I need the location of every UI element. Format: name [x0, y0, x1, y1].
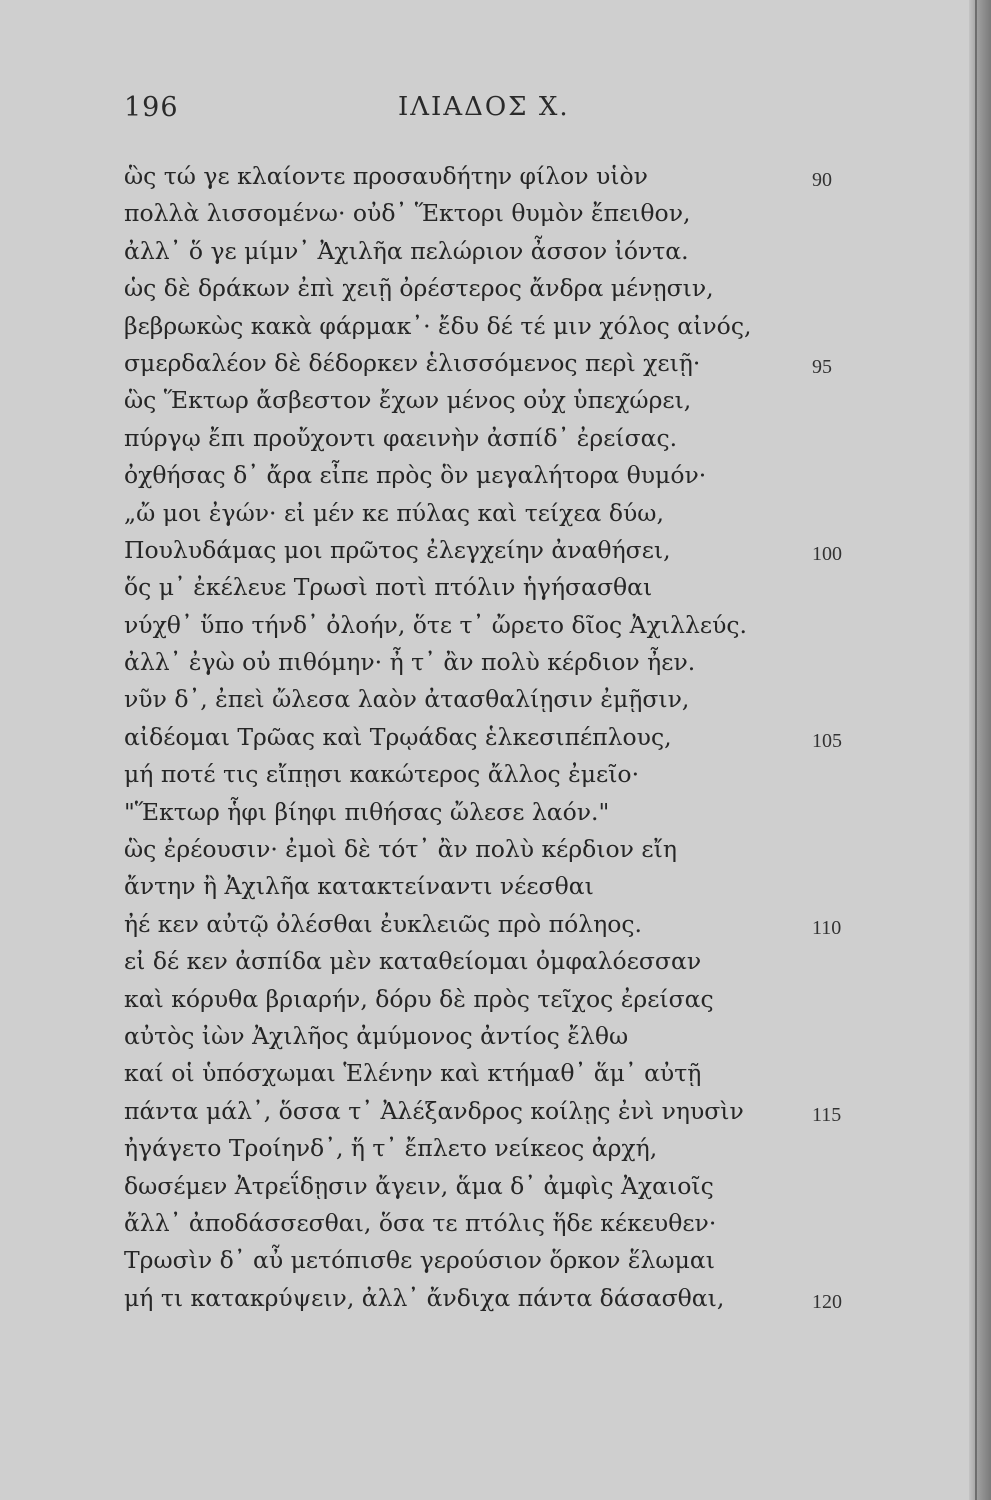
verse-line — [124, 1055, 864, 1092]
verse-line — [124, 495, 864, 532]
verse-text: ἠέ κεν αὐτῷ ὀλέσθαι ἐυκλειῶς πρὸ πόληος. — [124, 909, 642, 938]
verse-line — [124, 794, 864, 831]
verse-text: „ὤ μοι ἐγών· εἰ μέν κε πύλας καὶ τείχεα δύω, — [124, 498, 664, 527]
verse-line — [124, 831, 864, 868]
verse-line — [124, 158, 864, 195]
verse-line — [124, 1242, 864, 1279]
verse-line — [124, 270, 864, 307]
running-title: ΙΛΙΑΔΟΣ Χ. — [398, 92, 570, 122]
verse-line — [124, 420, 864, 457]
verse-text: Τρωσὶν δ᾽ αὖ μετόπισθε γερούσιον ὅρκον ἕλωμαι — [124, 1246, 715, 1275]
verse-line — [124, 868, 864, 905]
verse-text: δωσέμεν Ἀτρεΐδῃσιν ἄγειν, ἅμα δ᾽ ἀμφὶς Ἀχαιοῖς — [124, 1171, 714, 1200]
verse-text: ὣς ἐρέουσιν· ἐμοὶ δὲ τότ᾽ ἂν πολὺ κέρδιον εἴη — [124, 835, 677, 864]
verse-text: μή ποτέ τις εἴπῃσι κακώτερος ἄλλος ἐμεῖο· — [124, 760, 640, 789]
verse-line — [124, 532, 864, 569]
verse-line — [124, 644, 864, 681]
verse-line — [124, 981, 864, 1018]
verse-text: ἀλλ᾽ ἐγὼ οὐ πιθόμην· ἦ τ᾽ ἂν πολὺ κέρδιον ἦεν. — [124, 648, 696, 677]
verse-text: σμερδαλέον δὲ δέδορκεν ἑλισσόμενος περὶ χειῇ· — [124, 348, 701, 377]
verse-line — [124, 1280, 864, 1317]
verse-line — [124, 195, 864, 232]
verse-text: αἰδέομαι Τρῶας καὶ Τρῳάδας ἑλκεσιπέπλους, — [124, 722, 672, 751]
verse-line — [124, 756, 864, 793]
verse-block — [124, 158, 864, 1317]
verse-line — [124, 1018, 864, 1055]
verse-line — [124, 943, 864, 980]
verse-line — [124, 607, 864, 644]
verse-line — [124, 719, 864, 756]
verse-line — [124, 457, 864, 494]
verse-line — [124, 1205, 864, 1242]
verse-line — [124, 1130, 864, 1167]
verse-line — [124, 1168, 864, 1205]
verse-text: ἄντην ἢ Ἀχιλῆα κατακτείναντι νέεσθαι — [124, 872, 594, 901]
line-number: 90 — [812, 169, 832, 191]
verse-text: ἠγάγετο Τροίηνδ᾽, ἥ τ᾽ ἔπλετο νείκεος ἀρχή, — [124, 1134, 658, 1163]
verse-text: νῦν δ᾽, ἐπεὶ ὤλεσα λαὸν ἀτασθαλίῃσιν ἐμῇσιν, — [124, 685, 690, 714]
verse-text: ἄλλ᾽ ἀποδάσσεσθαι, ὅσα τε πτόλις ἥδε κέκευθεν· — [124, 1208, 717, 1237]
line-number: 120 — [812, 1290, 842, 1313]
line-number: 110 — [812, 916, 842, 939]
verse-text: ὣς τώ γε κλαίοντε προσαυδήτην φίλον υἱὸν — [124, 162, 648, 190]
verse-text: "Ἕκτωρ ἧφι βίηφι πιθήσας ὤλεσε λαόν." — [124, 797, 610, 826]
line-number: 100 — [812, 542, 842, 565]
verse-line — [124, 569, 864, 606]
verse-text: Πουλυδάμας μοι πρῶτος ἐλεγχείην ἀναθήσει, — [124, 535, 671, 564]
verse-text: εἰ δέ κεν ἀσπίδα μὲν καταθείομαι ὀμφαλόεσσαν — [124, 947, 702, 976]
verse-text: ὡς δὲ δράκων ἐπὶ χειῇ ὀρέστερος ἄνδρα μένῃσιν, — [124, 274, 714, 303]
verse-text: αὐτὸς ἰὼν Ἀχιλῆος ἀμύμονος ἀντίος ἔλθω — [124, 1021, 629, 1050]
verse-line — [124, 382, 864, 419]
verse-line — [124, 681, 864, 718]
line-number: 95 — [812, 355, 832, 378]
verse-line — [124, 345, 864, 382]
verse-line — [124, 1093, 864, 1130]
page-gutter-edge — [969, 0, 991, 1500]
verse-text: ἀλλ᾽ ὅ γε μίμν᾽ Ἀχιλῆα πελώριον ἆσσον ἰόντα. — [124, 236, 689, 265]
verse-text: μή τι κατακρύψειν, ἀλλ᾽ ἄνδιχα πάντα δάσασθαι, — [124, 1283, 725, 1312]
verse-line — [124, 233, 864, 270]
verse-text: ὀχθήσας δ᾽ ἄρα εἶπε πρὸς ὃν μεγαλήτορα θυμόν· — [124, 461, 707, 490]
verse-line — [124, 906, 864, 943]
verse-text: ὣς Ἕκτωρ ἄσβεστον ἔχων μένος οὐχ ὑπεχώρει, — [124, 386, 692, 415]
verse-text: καί οἱ ὑπόσχωμαι Ἑλένην καὶ κτήμαθ᾽ ἅμ᾽ αὐτῇ — [124, 1059, 702, 1088]
page-number: 196 — [124, 92, 179, 123]
verse-text: πάντα μάλ᾽, ὅσσα τ᾽ Ἀλέξανδρος κοίλῃς ἐνὶ νηυσὶν — [124, 1096, 744, 1125]
verse-line — [124, 308, 864, 345]
line-number: 105 — [812, 729, 842, 752]
page-fold-line — [975, 0, 977, 1500]
verse-text: νύχθ᾽ ὕπο τήνδ᾽ ὀλοήν, ὅτε τ᾽ ὤρετο δῖος Ἀχιλλεύς. — [124, 610, 747, 639]
verse-text: πύργῳ ἔπι προὔχοντι φαεινὴν ἀσπίδ᾽ ἐρείσας. — [124, 423, 678, 452]
verse-text: καὶ κόρυθα βριαρήν, δόρυ δὲ πρὸς τεῖχος ἐρείσας — [124, 984, 714, 1013]
verse-text: βεβρωκὼς κακὰ φάρμακ᾽· ἔδυ δέ τέ μιν χόλος αἰνός, — [124, 311, 752, 340]
line-number: 115 — [812, 1103, 842, 1126]
verse-text: ὅς μ᾽ ἐκέλευε Τρωσὶ ποτὶ πτόλιν ἡγήσασθαι — [124, 573, 653, 602]
verse-text: πολλὰ λισσομένω· οὐδ᾽ Ἕκτορι θυμὸν ἔπειθον, — [124, 199, 691, 228]
